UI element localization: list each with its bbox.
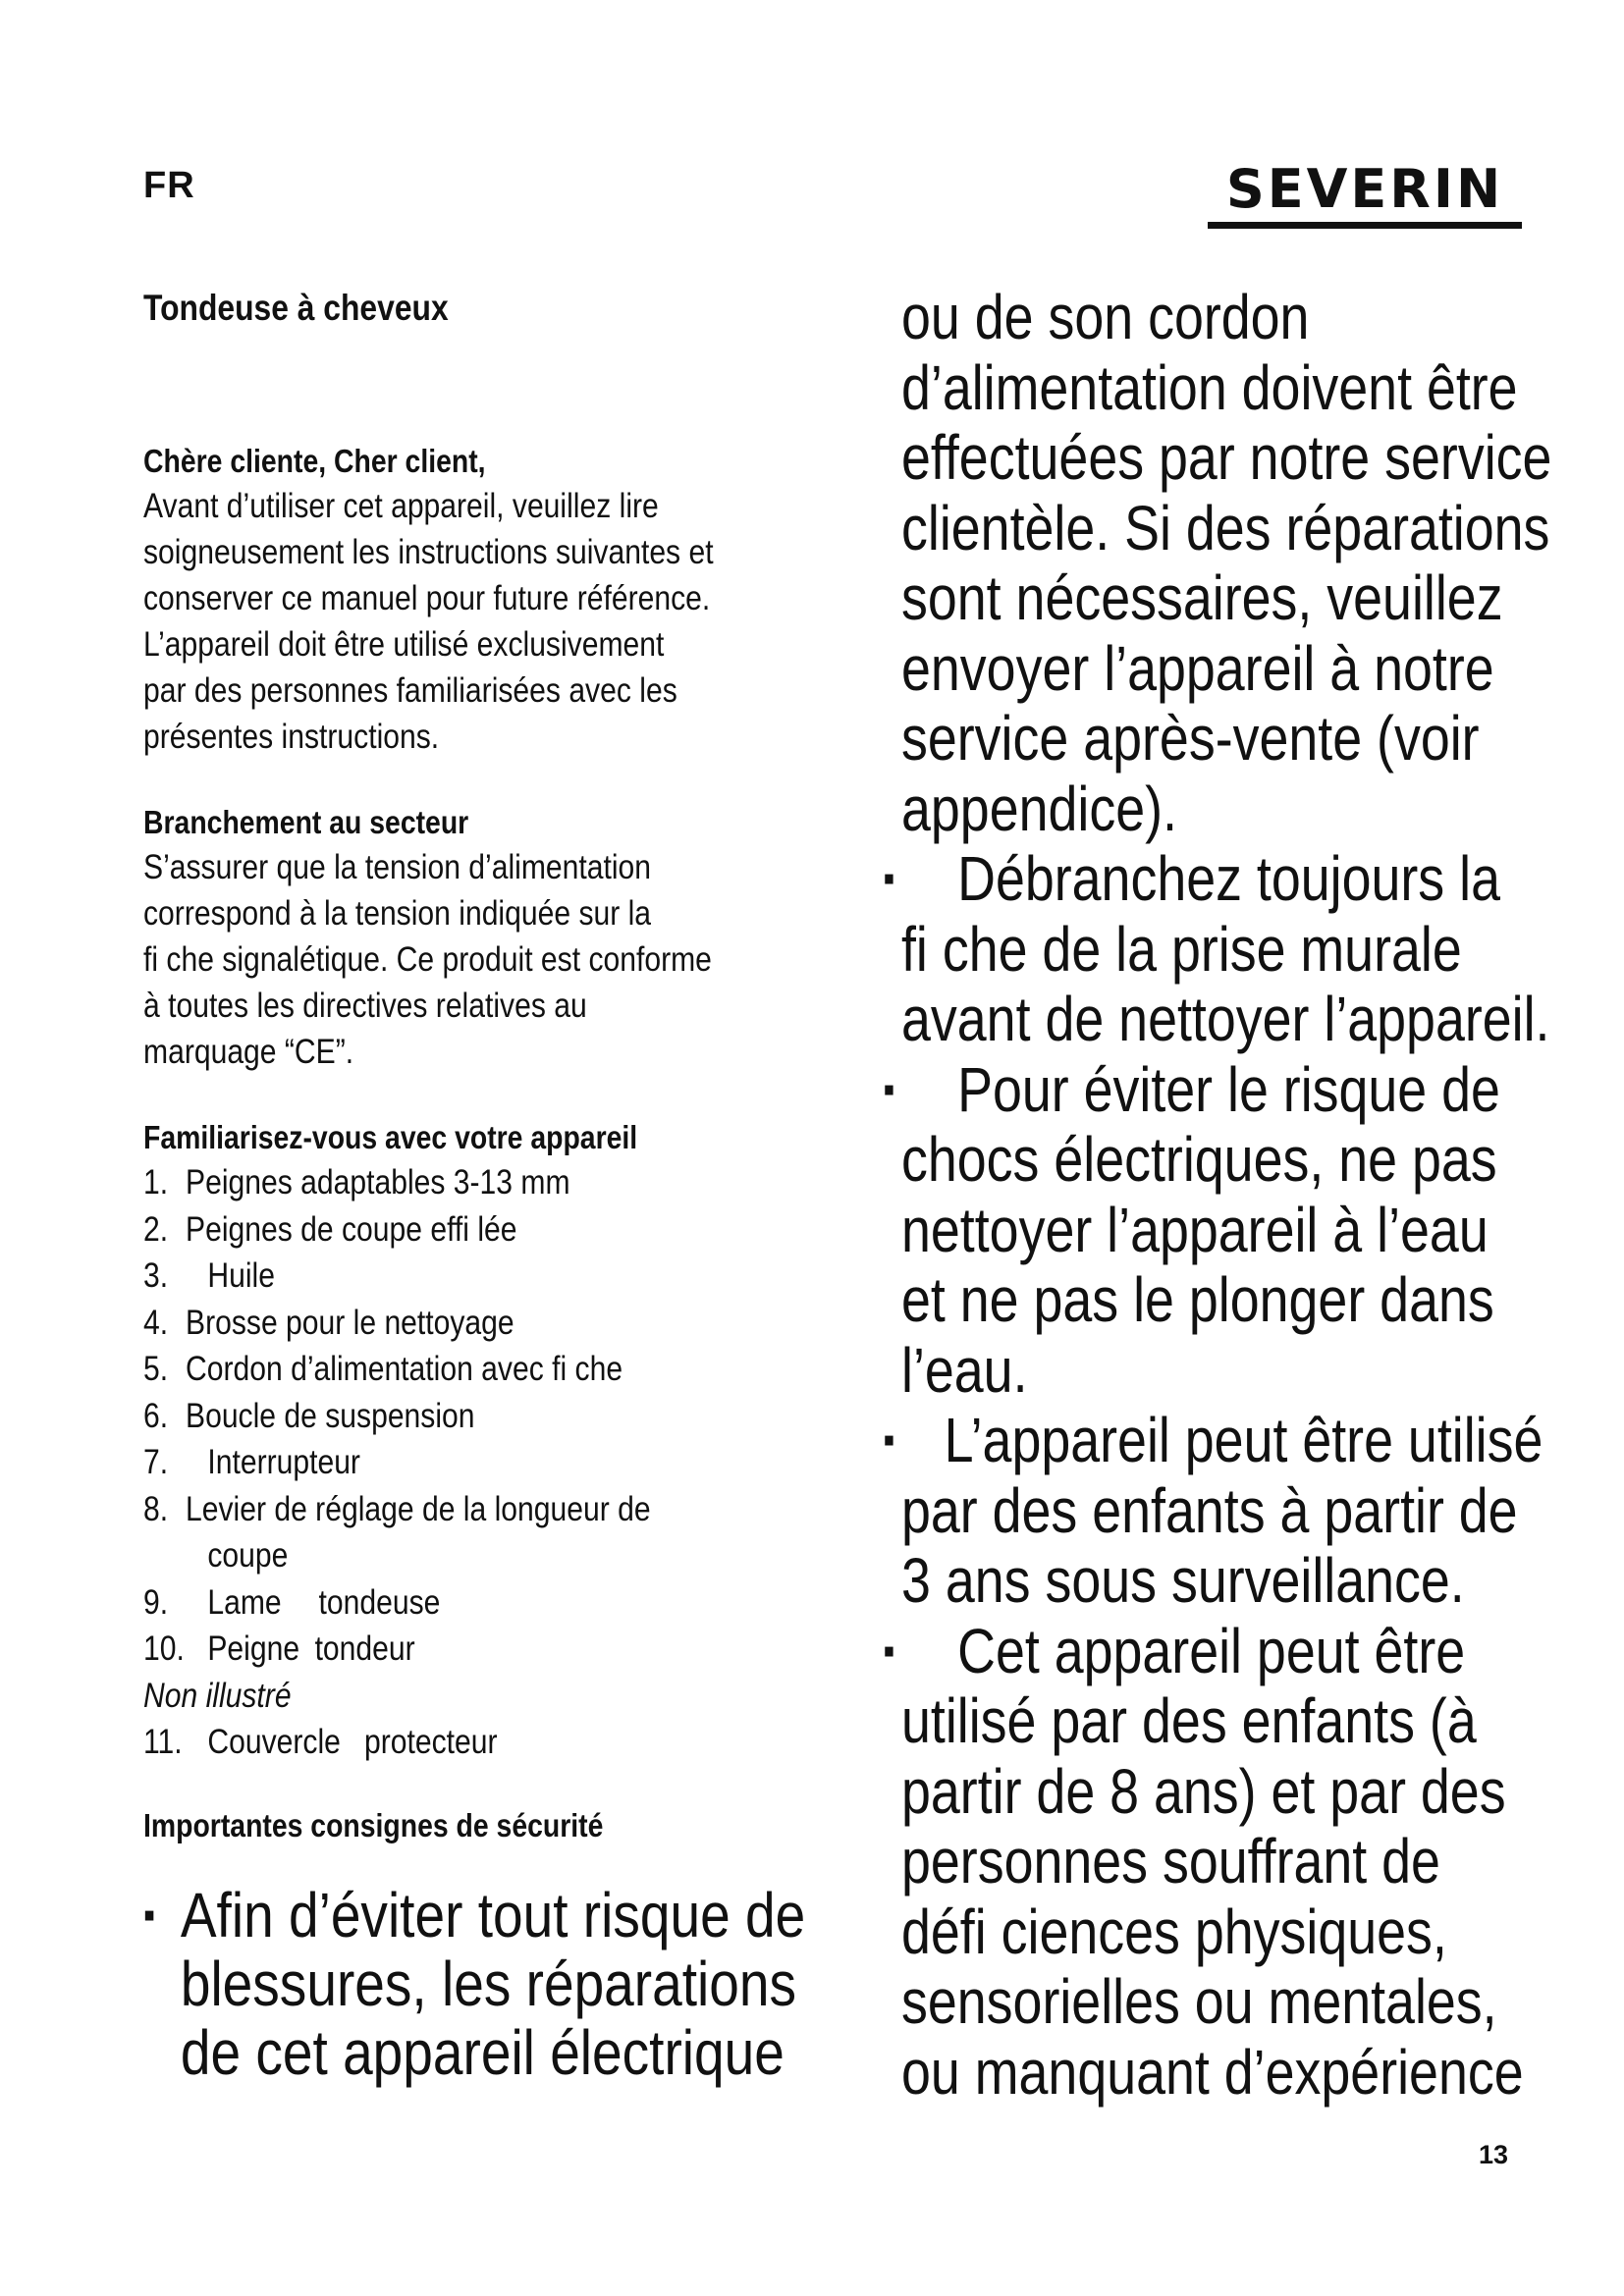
brand-logo: SEVERIN [1208,159,1522,229]
safety-heading: Importantes consignes de sécurité [143,1807,604,1843]
list-item: 1. Peignes adaptables 3-13 mm [143,1163,570,1201]
list-item: 6. Boucle de suspension [143,1396,475,1435]
bullet-icon: ▪ [883,1629,895,1673]
parts-heading: Familiarisez-vous avec votre appareil [143,1119,638,1155]
bullet-icon: ▪ [883,1067,895,1111]
safety-bullet-water: ▪ Pour éviter le risque de chocs électriques, ne pas nettoyer l’appareil à l’eau et ne pas le plonger dans l’eau. [883,1053,1500,1406]
language-code: FR [143,165,195,206]
list-item: 3. Huile [143,1256,275,1295]
bullet-icon: ▪ [883,857,895,900]
list-item: 5. Cordon d’alimentation avec fi che [143,1350,623,1388]
safety-bullet-children-8: ▪ Cet appareil peut être utilisé par des enfants (à partir de 8 ans) et par des personnes souffrant de défi ciences physiques, sensorielles ou mentales, ou manquant d’expérience [883,1615,1524,2108]
mains-heading: Branchement au secteur [143,804,469,840]
list-item-continuation: coupe [207,1536,289,1575]
parts-list-extra [143,1719,836,1766]
safety-continuation: ou de son cordon d’alimentation doivent être effectuées par notre service clientèle. Si des réparations sont nécessaires, veuillez envoyer l’appareil à notre service après-vente (voir appendice). [901,282,1552,844]
left-column [143,287,836,2087]
list-item: 2. Peignes de coupe effi lée [143,1209,517,1249]
greeting-heading: Chère cliente, Cher client, [143,443,486,479]
bullet-icon: ▪ [883,1418,895,1462]
list-item: 10. Peigne tondeur [143,1629,415,1668]
mains-paragraph: S’assurer que la tension d’alimentation correspond à la tension indiquée sur la fi che signalétique. Ce produit est conforme à toutes les directives relatives au marquage “CE”. [143,848,712,1071]
list-item: 4. Brosse pour le nettoyage [143,1303,514,1342]
list-item: 9. Lame tondeuse [143,1582,441,1622]
product-title: Tondeuse à cheveux [143,288,449,328]
not-shown-label: Non illustré [143,1676,292,1715]
parts-list [143,1159,836,1673]
safety-bullet-children-3: ▪ L’appareil peut être utilisé par des enfants à partir de 3 ans sous surveillance. [883,1405,1543,1616]
safety-bullet-unplug: ▪ Débranchez toujours la fi che de la prise murale avant de nettoyer l’appareil. [883,843,1550,1054]
list-item: 8. Levier de réglage de la longueur de [143,1489,651,1528]
right-column [883,282,1578,2108]
intro-paragraph: Avant d’utiliser cet appareil, veuillez lire soigneusement les instructions suivantes et conserver ce manuel pour future référence. L’appareil doit être utilisé exclusivement par des personnes familiarisées avec les présentes instructions. [143,487,714,756]
list-item: 7. Interrupteur [143,1443,360,1481]
bullet-icon: ▪ [143,1894,156,1937]
safety-bullet: ▪ Afin d’éviter tout risque de blessures, les réparations de cet appareil électrique [143,1880,806,2088]
page-number: 13 [1479,2140,1509,2169]
list-item: 11. Couvercle protecteur [143,1722,498,1761]
